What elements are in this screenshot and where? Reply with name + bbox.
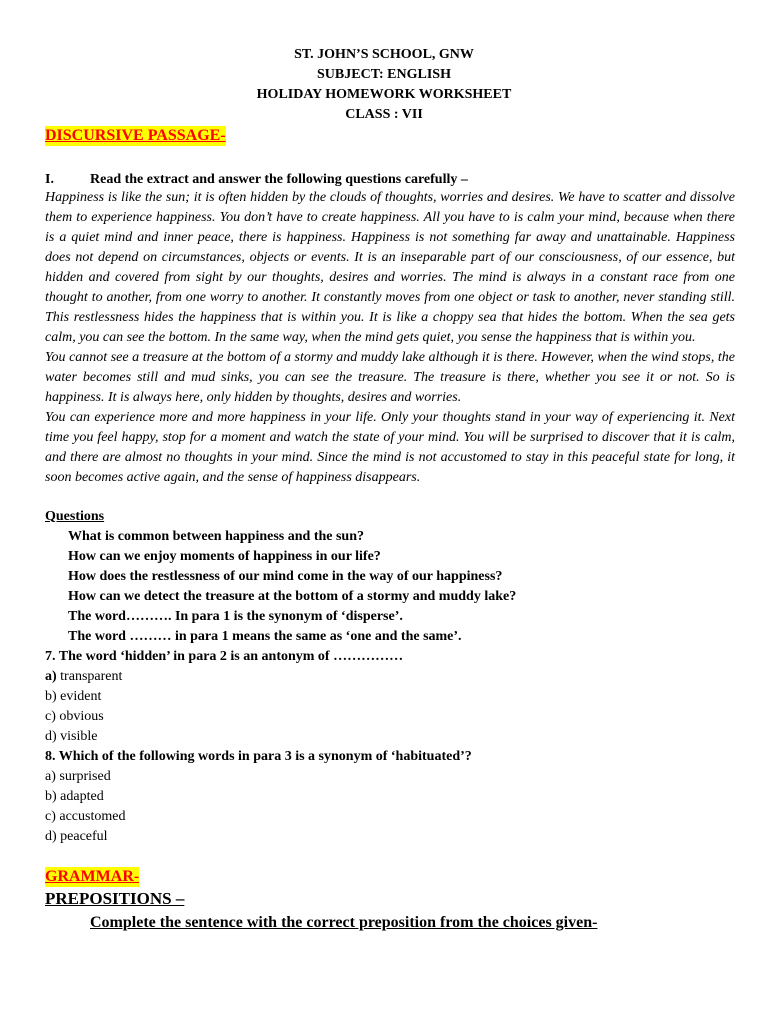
q7-option-d: d) visible — [45, 729, 98, 744]
question-4: How can we detect the treasure at the bottom of a stormy and muddy lake? — [68, 589, 517, 604]
option-a-text: transparent — [60, 669, 123, 684]
q7-option-c: c) obvious — [45, 709, 104, 724]
section-heading-discursive: DISCURSIVE PASSAGE- — [45, 127, 226, 144]
question-5: The word………. In para 1 is the synonym of ‘disperse’. — [68, 609, 403, 624]
instruction-text: Read the extract and answer the following questions carefully – — [90, 172, 468, 187]
q8-option-c: c) accustomed — [45, 809, 126, 824]
q8-option-a: a) surprised — [45, 769, 111, 784]
prepositions-heading: PREPOSITIONS – — [45, 889, 185, 908]
question-6: The word ……… in para 1 means the same as ‘one and the same’. — [68, 629, 462, 644]
instruction-number: I. — [45, 172, 54, 187]
question-3: How does the restlessness of our mind come in the way of our happiness? — [68, 569, 503, 584]
option-a-label: a) — [45, 669, 57, 684]
question-7: 7. The word ‘hidden’ in para 2 is an antonym of …………… — [45, 649, 404, 664]
q8-option-b: b) adapted — [45, 789, 104, 804]
prepositions-instruction: Complete the sentence with the correct preposition from the choices given- — [90, 914, 598, 931]
question-2: How can we enjoy moments of happiness in our life? — [68, 549, 381, 564]
q7-option-b: b) evident — [45, 689, 102, 704]
question-8: 8. Which of the following words in para 3 is a synonym of ‘habituated’? — [45, 749, 472, 764]
passage-instruction — [45, 170, 468, 190]
questions-heading: Questions — [45, 509, 105, 524]
passage — [45, 188, 735, 488]
q7-option-a — [45, 667, 122, 687]
worksheet-title: HOLIDAY HOMEWORK WORKSHEET — [256, 87, 512, 102]
passage-paragraph-2: You cannot see a treasure at the bottom of a stormy and muddy lake although it is there. However, when the wind stops, the water becomes still and mud sinks, you can see the treasure. The treasure is there, whether you see it or not. So is happiness. It is always here, only hidden by thoughts, desires and worries. — [45, 350, 735, 405]
school-name: ST. JOHN’S SCHOOL, GNW — [294, 47, 474, 62]
passage-paragraph-3: You can experience more and more happiness in your life. Only your thoughts stand in your way of experiencing it. Next time you feel happy, stop for a moment and watch the state of your mind. You will be surprised to discover that it is calm, and there are almost no thoughts in your mind. Since the mind is not accustomed to stay in this peaceful state for long, it soon becomes active again, and the sense of happiness disappears. — [45, 410, 735, 485]
q8-option-d: d) peaceful — [45, 829, 108, 844]
section-heading-grammar: GRAMMAR- — [45, 868, 140, 885]
passage-paragraph-1: Happiness is like the sun; it is often hidden by the clouds of thoughts, worries and desires. We have to scatter and dissolve them to experience happiness. You don’t have to create happiness. All you have to is calm your mind, because when there is a quiet mind and inner peace, there is happiness. Happiness is not something far away and unattainable. Happiness does not depend on circumstances, objects or events. It is an inseparable part of our consciousness, of our essence, but hidden and covered from sight by our thoughts, desires and worries. The mind is always in a constant race from one thought to another, from one worry to another. It constantly moves from one object or task to another, never standing still. This restlessness hides the happiness that is within you. It is like a choppy sea that hides the bottom. When the sea gets calm, you can see the bottom. In the same way, when the mind gets quiet, you sense the happiness that is within you. — [45, 190, 735, 345]
question-1: What is common between happiness and the sun? — [68, 529, 364, 544]
subject-line: SUBJECT: ENGLISH — [317, 67, 451, 82]
class-line: CLASS : VII — [345, 107, 423, 122]
